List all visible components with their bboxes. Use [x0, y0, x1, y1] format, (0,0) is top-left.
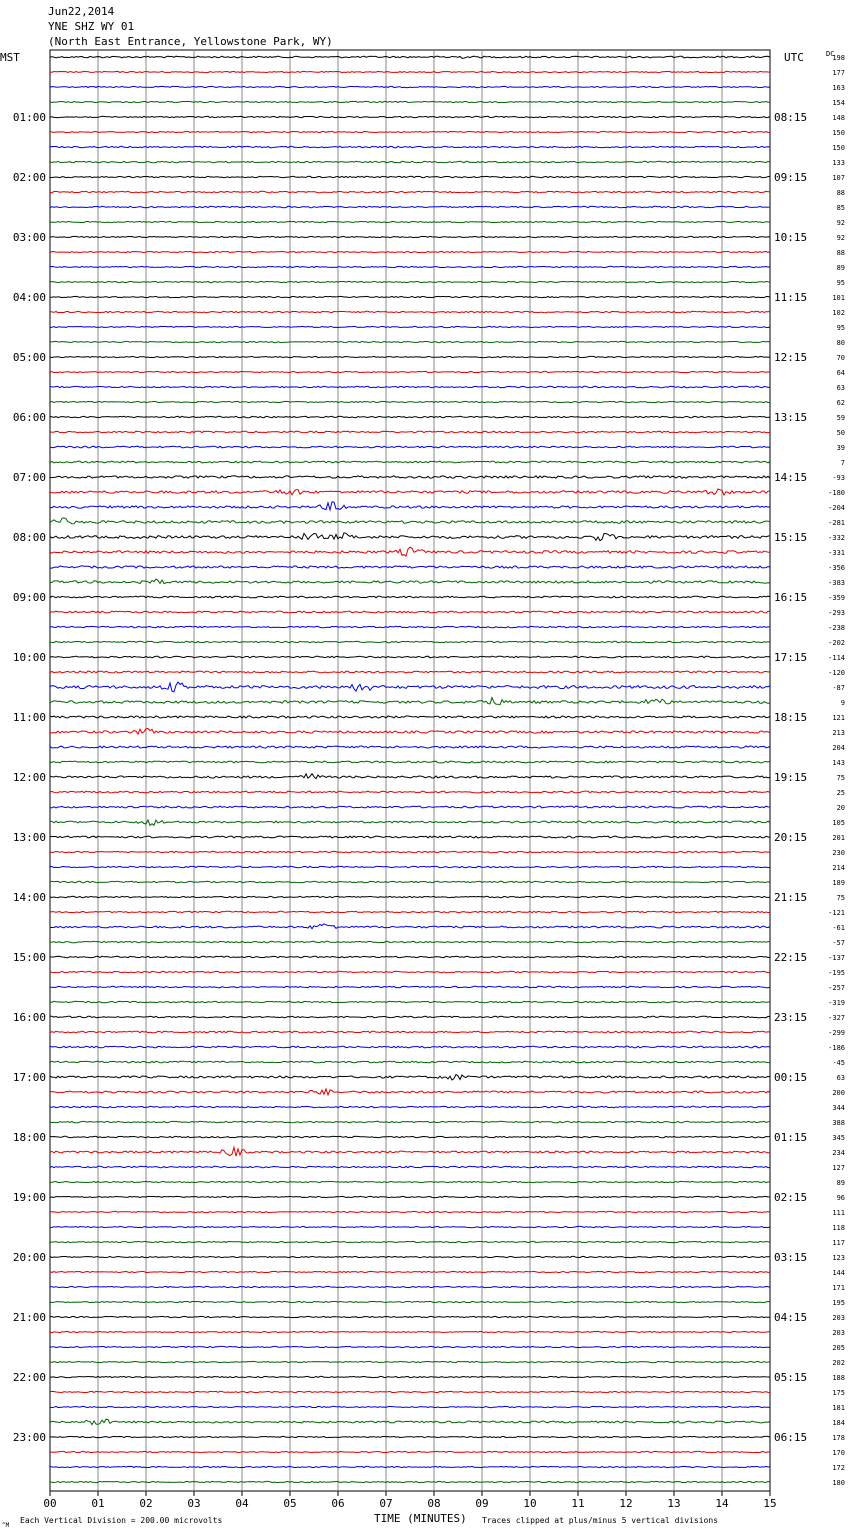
mst-hour-label: 09:00	[12, 591, 46, 604]
seismic-trace	[50, 176, 770, 177]
dc-offset-label: -195	[828, 969, 845, 977]
seismic-trace	[50, 1089, 770, 1095]
dc-offset-label: 20	[836, 804, 845, 812]
dc-offset-label: 63	[836, 384, 845, 392]
seismic-trace	[50, 716, 770, 718]
seismic-trace	[50, 71, 770, 72]
dc-offset-label: 181	[832, 1404, 845, 1412]
seismic-trace	[50, 956, 770, 957]
seismic-trace	[50, 682, 770, 692]
dc-offset-label: -87	[832, 684, 845, 692]
seismic-trace	[50, 1031, 770, 1033]
seismic-trace	[50, 1121, 770, 1122]
dc-offset-label: -383	[828, 579, 845, 587]
dc-offset-label: -299	[828, 1029, 845, 1037]
axis-labels	[13, 54, 845, 1510]
utc-hour-label: 15:15	[774, 531, 808, 544]
dc-offset-label: -202	[828, 639, 845, 647]
seismic-trace	[50, 1301, 770, 1302]
utc-hour-label: 21:15	[774, 891, 808, 904]
seismic-trace	[50, 791, 770, 793]
seismic-trace	[50, 86, 770, 87]
dc-offset-label: 180	[832, 1479, 845, 1487]
dc-offset-label: 213	[832, 729, 845, 737]
seismic-trace	[50, 251, 770, 252]
utc-hour-label: 13:15	[774, 411, 808, 424]
seismic-trace	[50, 566, 770, 568]
dc-offset-label: -121	[828, 909, 845, 917]
mst-hour-label: 20:00	[12, 1251, 46, 1264]
seismic-trace	[50, 1106, 770, 1107]
seismic-trace	[50, 1361, 770, 1362]
utc-hour-label: 09:15	[774, 171, 808, 184]
dc-offset-label: 9	[840, 699, 845, 707]
dc-offset-label: -293	[828, 609, 845, 617]
dc-offset-label: 200	[832, 1089, 845, 1097]
seismic-trace	[50, 1147, 770, 1156]
x-tick-label: 06	[331, 1497, 345, 1510]
seismic-trace	[50, 1075, 770, 1081]
dc-offset-label: 62	[836, 399, 845, 407]
mst-hour-label: 19:00	[12, 1191, 46, 1204]
dc-offset-label: 344	[832, 1104, 845, 1112]
mst-hour-label: 16:00	[12, 1011, 46, 1024]
dc-offset-label: 148	[832, 114, 845, 122]
dc-offset-label: -356	[828, 564, 845, 572]
mst-hour-label: 13:00	[12, 831, 46, 844]
x-tick-label: 04	[235, 1497, 249, 1510]
dc-offset-label: 184	[832, 1419, 845, 1427]
seismic-trace	[50, 416, 770, 417]
seismic-trace	[50, 698, 770, 705]
dc-offset-label: 195	[832, 1299, 845, 1307]
dc-offset-label: -332	[828, 534, 845, 542]
seismic-trace	[50, 1376, 770, 1377]
dc-offset-label: 150	[832, 144, 845, 152]
seismic-trace	[50, 1196, 770, 1197]
seismic-trace	[50, 116, 770, 117]
mst-hour-label: 07:00	[12, 471, 46, 484]
dc-offset-label: -238	[828, 624, 845, 632]
seismic-trace	[50, 1241, 770, 1242]
mst-hour-label: 10:00	[12, 651, 46, 664]
dc-offset-label: 92	[836, 219, 845, 227]
seismic-trace	[50, 1271, 770, 1272]
x-tick-label: 09	[475, 1497, 489, 1510]
utc-hour-label: 23:15	[774, 1011, 808, 1024]
seismic-trace	[50, 1346, 770, 1347]
utc-hour-label: 10:15	[774, 231, 808, 244]
seismic-trace	[50, 1451, 770, 1452]
mst-hour-label: 22:00	[12, 1371, 46, 1384]
station-location: (North East Entrance, Yellowstone Park, WY)	[48, 35, 333, 48]
mst-hour-label: 23:00	[12, 1431, 46, 1444]
x-tick-label: 13	[667, 1497, 681, 1510]
x-tick-label: 15	[763, 1497, 777, 1510]
dc-offset-label: 7	[840, 459, 845, 467]
dc-offset-label: 202	[832, 1359, 845, 1367]
dc-offset-label: 85	[836, 204, 845, 212]
dc-offset-label: 123	[832, 1254, 845, 1262]
dc-offset-label: 234	[832, 1149, 845, 1157]
seismic-trace	[50, 371, 770, 372]
mst-hour-label: 01:00	[12, 111, 46, 124]
seismic-trace	[50, 1331, 770, 1332]
seismic-trace	[50, 579, 770, 583]
dc-offset-label: 345	[832, 1134, 845, 1142]
dc-offset-label: -45	[832, 1059, 845, 1067]
seismic-trace	[50, 191, 770, 192]
dc-offset-label: 95	[836, 324, 845, 332]
dc-offset-label: 214	[832, 864, 845, 872]
dc-offset-label: 177	[832, 69, 845, 77]
x-tick-label: 14	[715, 1497, 729, 1510]
seismic-traces	[50, 56, 770, 1482]
dc-offset-label: -359	[828, 594, 845, 602]
seismic-trace	[50, 461, 770, 463]
dc-offset-label: 89	[836, 264, 845, 272]
x-tick-label: 00	[43, 1497, 57, 1510]
mst-hour-label: 18:00	[12, 1131, 46, 1144]
seismic-trace	[50, 1046, 770, 1048]
utc-hour-label: 22:15	[774, 951, 808, 964]
utc-hour-label: 05:15	[774, 1371, 808, 1384]
seismic-trace	[50, 341, 770, 342]
dc-offset-label: -137	[828, 954, 845, 962]
seismic-trace	[50, 761, 770, 763]
dc-offset-label: 102	[832, 309, 845, 317]
utc-hour-label: 03:15	[774, 1251, 808, 1264]
seismic-trace	[50, 386, 770, 387]
utc-hour-label: 16:15	[774, 591, 808, 604]
dc-offset-label: 178	[832, 1434, 845, 1442]
dc-offset-label: 111	[832, 1209, 845, 1217]
dc-offset-label: 92	[836, 234, 845, 242]
dc-offset-label: 89	[836, 1179, 845, 1187]
dc-offset-label: 121	[832, 714, 845, 722]
seismic-trace	[50, 1391, 770, 1392]
dc-offset-label: 171	[832, 1284, 845, 1292]
dc-offset-label: 127	[832, 1164, 845, 1172]
seismic-trace	[50, 851, 770, 852]
dc-offset-label: 63	[836, 1074, 845, 1082]
seismic-trace	[50, 596, 770, 598]
mst-hour-label: 05:00	[12, 351, 46, 364]
utc-hour-label: 04:15	[774, 1311, 808, 1324]
dc-offset-label: -114	[828, 654, 845, 662]
dc-offset-label: 88	[836, 189, 845, 197]
seismic-trace	[50, 161, 770, 162]
scale-note: Each Vertical Division = 200.00 microvolts	[20, 1516, 223, 1525]
dc-offset-label: 163	[832, 84, 845, 92]
dc-offset-label: 75	[836, 774, 845, 782]
x-tick-label: 02	[139, 1497, 153, 1510]
seismic-trace	[50, 221, 770, 222]
dc-offset-label: -327	[828, 1014, 845, 1022]
dc-offset-label: -120	[828, 669, 845, 677]
dc-offset-label: 133	[832, 159, 845, 167]
seismic-trace	[50, 533, 770, 541]
seismic-trace	[50, 1286, 770, 1287]
seismic-trace	[50, 774, 770, 779]
dc-offset-label: 205	[832, 1344, 845, 1352]
seismic-trace	[50, 941, 770, 942]
dc-offset-label: 70	[836, 354, 845, 362]
dc-offset-label: 50	[836, 429, 845, 437]
seismic-trace	[50, 518, 770, 524]
utc-hour-label: 17:15	[774, 651, 808, 664]
seismic-trace	[50, 986, 770, 987]
seismic-trace	[50, 326, 770, 327]
mst-axis-label: MST	[0, 51, 20, 64]
dc-offset-label: -257	[828, 984, 845, 992]
utc-hour-label: 18:15	[774, 711, 808, 724]
dc-offset-label: 188	[832, 1374, 845, 1382]
dc-offset-label: -180	[828, 489, 845, 497]
dc-offset-label: 80	[836, 339, 845, 347]
utc-hour-label: 19:15	[774, 771, 808, 784]
dc-offset-label: 107	[832, 174, 845, 182]
x-tick-label: 12	[619, 1497, 633, 1510]
utc-hour-label: 11:15	[774, 291, 808, 304]
seismic-trace	[50, 489, 770, 495]
dc-offset-label: 203	[832, 1329, 845, 1337]
x-tick-label: 07	[379, 1497, 393, 1510]
seismic-trace	[50, 502, 770, 510]
dc-offset-label: 105	[832, 819, 845, 827]
dc-offset-label: -331	[828, 549, 845, 557]
utc-hour-label: 02:15	[774, 1191, 808, 1204]
seismic-trace	[50, 866, 770, 867]
dc-offset-label: 150	[832, 129, 845, 137]
seismic-trace	[50, 401, 770, 402]
mst-hour-label: 12:00	[12, 771, 46, 784]
dc-offset-label: -186	[828, 1044, 845, 1052]
seismic-trace	[50, 1226, 770, 1227]
x-tick-label: 01	[91, 1497, 105, 1510]
mst-hour-label: 14:00	[12, 891, 46, 904]
seismic-trace	[50, 1001, 770, 1002]
seismic-trace	[50, 431, 770, 433]
utc-hour-label: 00:15	[774, 1071, 808, 1084]
mst-hour-label: 21:00	[12, 1311, 46, 1324]
x-tick-label: 08	[427, 1497, 441, 1510]
seismic-trace	[50, 266, 770, 267]
x-tick-label: 03	[187, 1497, 201, 1510]
dc-offset-label: 59	[836, 414, 845, 422]
seismic-trace	[50, 146, 770, 147]
seismic-trace	[50, 971, 770, 972]
seismic-trace	[50, 1316, 770, 1317]
dc-label: DC	[826, 50, 835, 58]
seismic-trace	[50, 1181, 770, 1182]
seismic-trace	[50, 1466, 770, 1467]
dc-offset-label: -61	[832, 924, 845, 932]
dc-offset-label: 203	[832, 1314, 845, 1322]
x-tick-label: 11	[571, 1497, 585, 1510]
dc-offset-label: 25	[836, 789, 845, 797]
dc-offset-label: 64	[836, 369, 845, 377]
seismic-trace	[50, 626, 770, 627]
dc-offset-label: 172	[832, 1464, 845, 1472]
plot-date: Jun22,2014	[48, 5, 115, 18]
seismic-trace	[50, 311, 770, 312]
utc-hour-label: 08:15	[774, 111, 808, 124]
seismic-trace	[50, 1419, 770, 1424]
dc-offset-label: 144	[832, 1269, 845, 1277]
dc-offset-label: 143	[832, 759, 845, 767]
seismic-trace	[50, 547, 770, 556]
seismic-trace	[50, 296, 770, 297]
seismic-trace	[50, 671, 770, 673]
utc-hour-label: 06:15	[774, 1431, 808, 1444]
mst-hour-label: 04:00	[12, 291, 46, 304]
x-tick-label: 05	[283, 1497, 297, 1510]
dc-offset-label: 117	[832, 1239, 845, 1247]
utc-hour-label: 20:15	[774, 831, 808, 844]
seismic-trace	[50, 820, 770, 826]
seismic-trace	[50, 131, 770, 132]
dc-offset-label: 230	[832, 849, 845, 857]
seismic-trace	[50, 206, 770, 207]
dc-offset-label: -319	[828, 999, 845, 1007]
dc-offset-label: 118	[832, 1224, 845, 1232]
seismic-trace	[50, 1256, 770, 1257]
x-axis-label: TIME (MINUTES)	[374, 1512, 467, 1525]
seismic-trace	[50, 446, 770, 448]
dc-offset-label: 88	[836, 249, 845, 257]
seismic-trace	[50, 356, 770, 357]
dc-offset-label: 95	[836, 279, 845, 287]
seismic-trace	[50, 1211, 770, 1212]
seismic-trace	[50, 236, 770, 237]
mst-hour-label: 02:00	[12, 171, 46, 184]
seismic-trace	[50, 1406, 770, 1407]
mst-hour-label: 15:00	[12, 951, 46, 964]
dc-offset-label: 170	[832, 1449, 845, 1457]
dc-offset-label: 96	[836, 1194, 845, 1202]
dc-offset-label: 201	[832, 834, 845, 842]
mst-hour-label: 17:00	[12, 1071, 46, 1084]
mst-hour-label: 06:00	[12, 411, 46, 424]
seismic-trace	[50, 836, 770, 838]
dc-offset-label: 75	[836, 894, 845, 902]
seismic-trace	[50, 924, 770, 929]
mst-hour-label: 08:00	[12, 531, 46, 544]
dc-offset-label: 204	[832, 744, 845, 752]
utc-hour-label: 14:15	[774, 471, 808, 484]
seismic-trace	[50, 476, 770, 478]
x-tick-label: 10	[523, 1497, 537, 1510]
utc-axis-label: UTC	[784, 51, 804, 64]
seismic-trace	[50, 1166, 770, 1167]
seismic-trace	[50, 1436, 770, 1437]
dc-offset-label: 198	[832, 54, 845, 62]
clip-note: Traces clipped at plus/minus 5 vertical divisions	[482, 1516, 719, 1525]
dc-offset-label: -93	[832, 474, 845, 482]
dc-offset-label: 101	[832, 294, 845, 302]
dc-offset-label: 175	[832, 1389, 845, 1397]
seismic-trace	[50, 881, 770, 882]
dc-offset-label: -204	[828, 504, 845, 512]
seismic-trace	[50, 1016, 770, 1017]
mst-hour-label: 03:00	[12, 231, 46, 244]
seismic-trace	[50, 1061, 770, 1063]
seismic-trace	[50, 611, 770, 613]
seismic-trace	[50, 911, 770, 912]
seismic-trace	[50, 729, 770, 735]
dc-offset-label: 39	[836, 444, 845, 452]
seismic-trace	[50, 896, 770, 897]
mst-hour-label: 11:00	[12, 711, 46, 724]
dc-offset-label: -281	[828, 519, 845, 527]
seismic-trace	[50, 101, 770, 102]
utc-hour-label: 01:15	[774, 1131, 808, 1144]
dc-offset-label: -57	[832, 939, 845, 947]
seismic-trace	[50, 281, 770, 282]
dc-offset-label: 388	[832, 1119, 845, 1127]
seismic-trace	[50, 1136, 770, 1137]
seismic-trace	[50, 641, 770, 642]
seismic-trace	[50, 806, 770, 808]
utc-hour-label: 12:15	[774, 351, 808, 364]
station-name: YNE SHZ WY 01	[48, 20, 135, 33]
seismic-trace	[50, 56, 770, 58]
dc-offset-label: 189	[832, 879, 845, 887]
seismic-trace	[50, 746, 770, 748]
dc-offset-label: 154	[832, 99, 845, 107]
seismic-trace	[50, 1481, 770, 1482]
corner-mark: ^M	[2, 1522, 10, 1529]
seismic-trace	[50, 656, 770, 658]
